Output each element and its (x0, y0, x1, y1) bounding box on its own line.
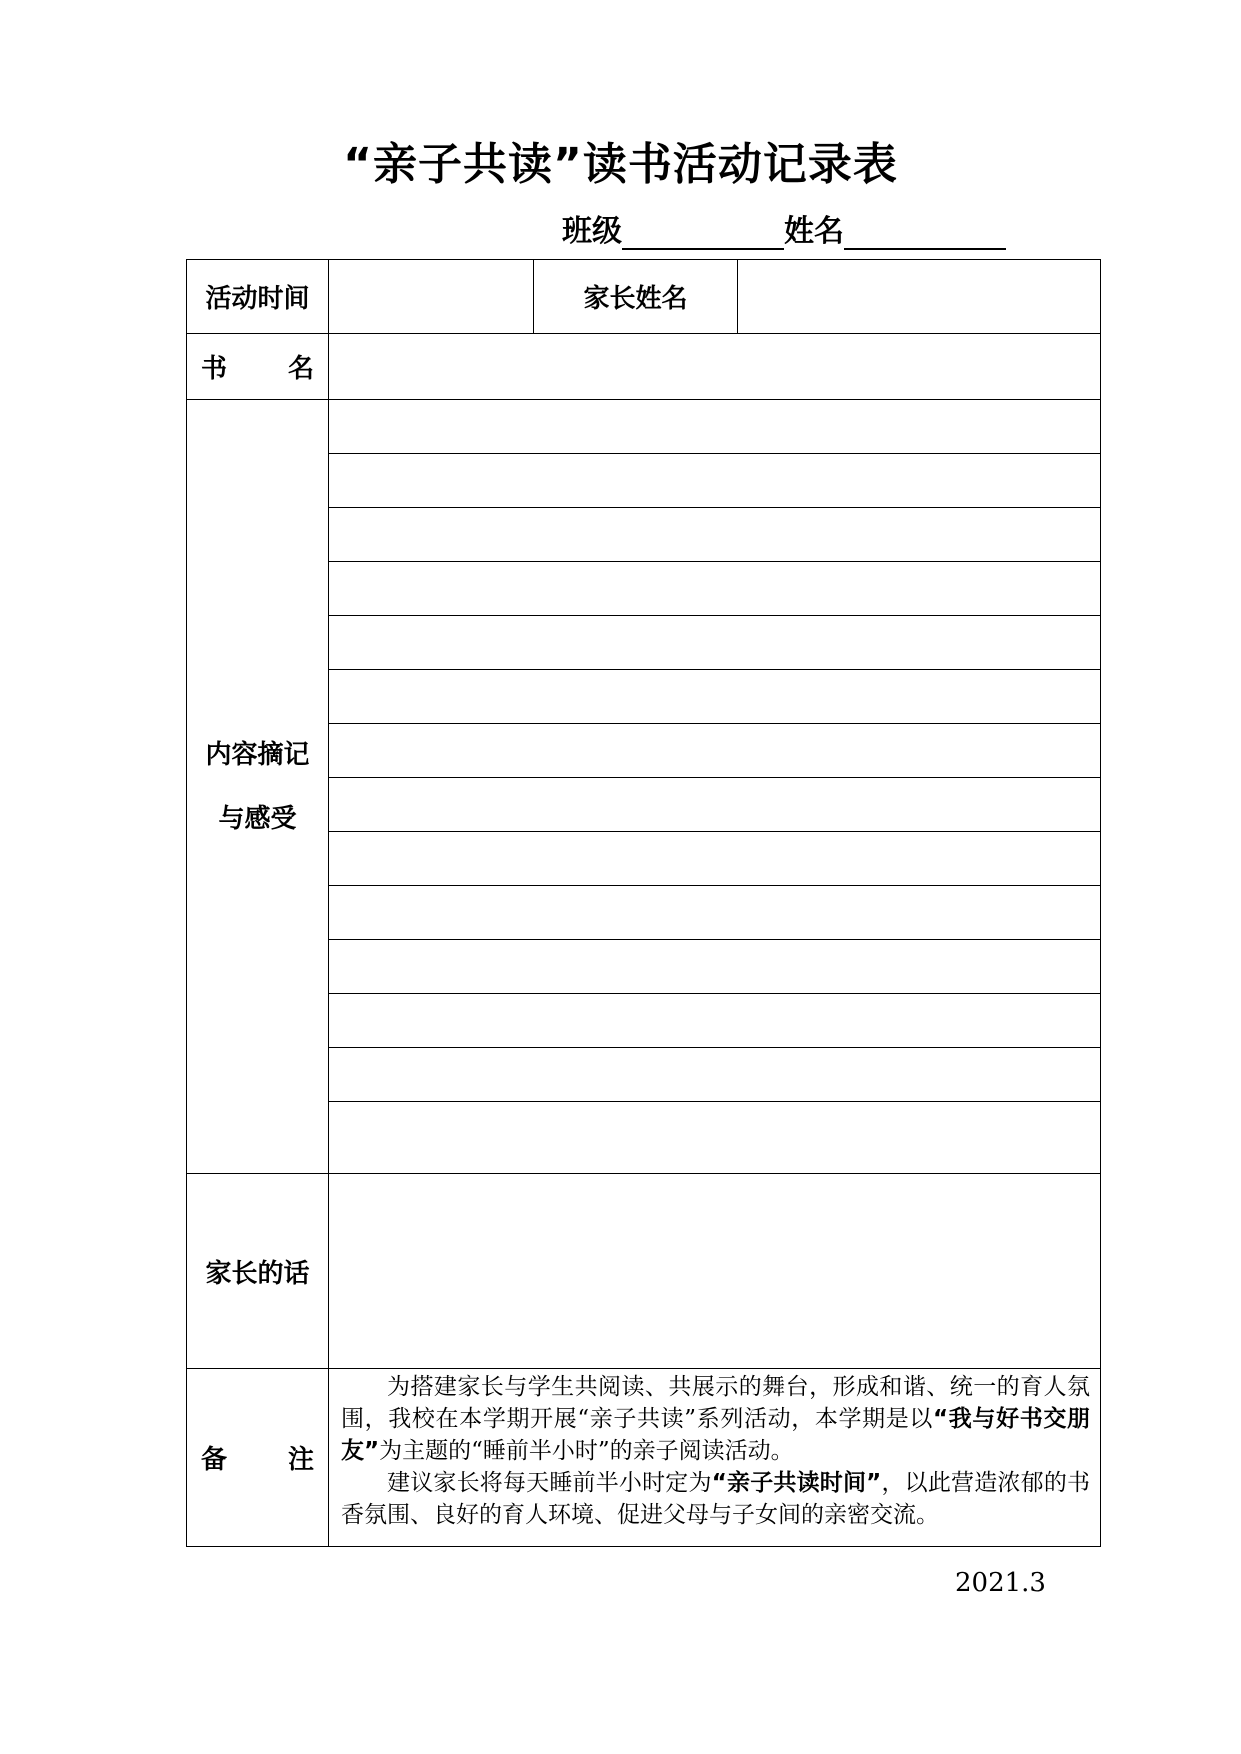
writing-line[interactable] (329, 724, 1100, 778)
record-table (186, 259, 1101, 1547)
remarks-label-char-1: 备 (201, 1445, 228, 1475)
writing-line[interactable] (329, 670, 1100, 724)
writing-line[interactable] (329, 616, 1100, 670)
remarks-p2-text: 建议家长将每天睡前半小时定为 (387, 1470, 712, 1496)
book-label-char-1: 书 (201, 354, 228, 384)
student-info (562, 206, 1006, 250)
name-field[interactable] (844, 214, 1006, 250)
writing-line[interactable] (329, 940, 1100, 994)
remarks-p2-text-end: ，以此营造浓郁的书香氛围、良好的育人环境、促进父母与子女间的亲密交流。 (341, 1470, 1091, 1528)
parent-words-field[interactable] (329, 1174, 1101, 1369)
remarks-p2-highlight: “亲子共读时间” (711, 1470, 882, 1496)
activity-time-field[interactable] (329, 260, 534, 334)
writing-line[interactable] (329, 886, 1100, 940)
book-title-label (187, 334, 329, 400)
class-field[interactable] (622, 214, 784, 250)
writing-line[interactable] (329, 994, 1100, 1048)
remarks-p1-theme: “我与好书交朋友” (341, 1406, 1090, 1464)
remarks-text (329, 1369, 1101, 1547)
content-label-line-2: 与感受 (218, 803, 297, 834)
writing-line[interactable] (329, 400, 1100, 454)
remarks-p1-text-end: 为主题的“睡前半小时”的亲子阅读活动。 (379, 1438, 794, 1464)
activity-time-label: 活动时间 (187, 260, 329, 334)
content-label-line-1: 内容摘记 (205, 739, 310, 770)
remarks-p1-text: 为搭建家长与学生共阅读、共展示的舞台，形成和谐、统一的育人氛围，我校在本学期开展“亲子共读”系列活动，本学期是以 (341, 1374, 1090, 1432)
writing-line[interactable] (329, 454, 1100, 508)
writing-line[interactable] (329, 1102, 1100, 1156)
writing-line[interactable] (329, 832, 1100, 886)
name-label: 姓名 (784, 214, 844, 249)
parent-words-label: 家长的话 (187, 1174, 329, 1369)
writing-line[interactable] (329, 778, 1100, 832)
parent-name-field[interactable] (738, 260, 1101, 334)
parent-name-label: 家长姓名 (534, 260, 738, 334)
content-notes-lines[interactable] (329, 400, 1101, 1174)
book-title-field[interactable] (329, 334, 1101, 400)
book-label-char-2: 名 (287, 354, 314, 384)
writing-line[interactable] (329, 562, 1100, 616)
content-notes-label (187, 400, 329, 1174)
form-title: “亲子共读”读书活动记录表 (343, 139, 898, 190)
remarks-label-char-2: 注 (287, 1445, 314, 1475)
writing-line[interactable] (329, 1048, 1100, 1102)
remarks-label (187, 1369, 329, 1547)
remarks-paragraph-2 (341, 1467, 1090, 1531)
remarks-paragraph-1 (341, 1371, 1090, 1467)
class-label: 班级 (562, 214, 622, 249)
document-date: 2021.3 (955, 1568, 1046, 1598)
writing-line[interactable] (329, 508, 1100, 562)
